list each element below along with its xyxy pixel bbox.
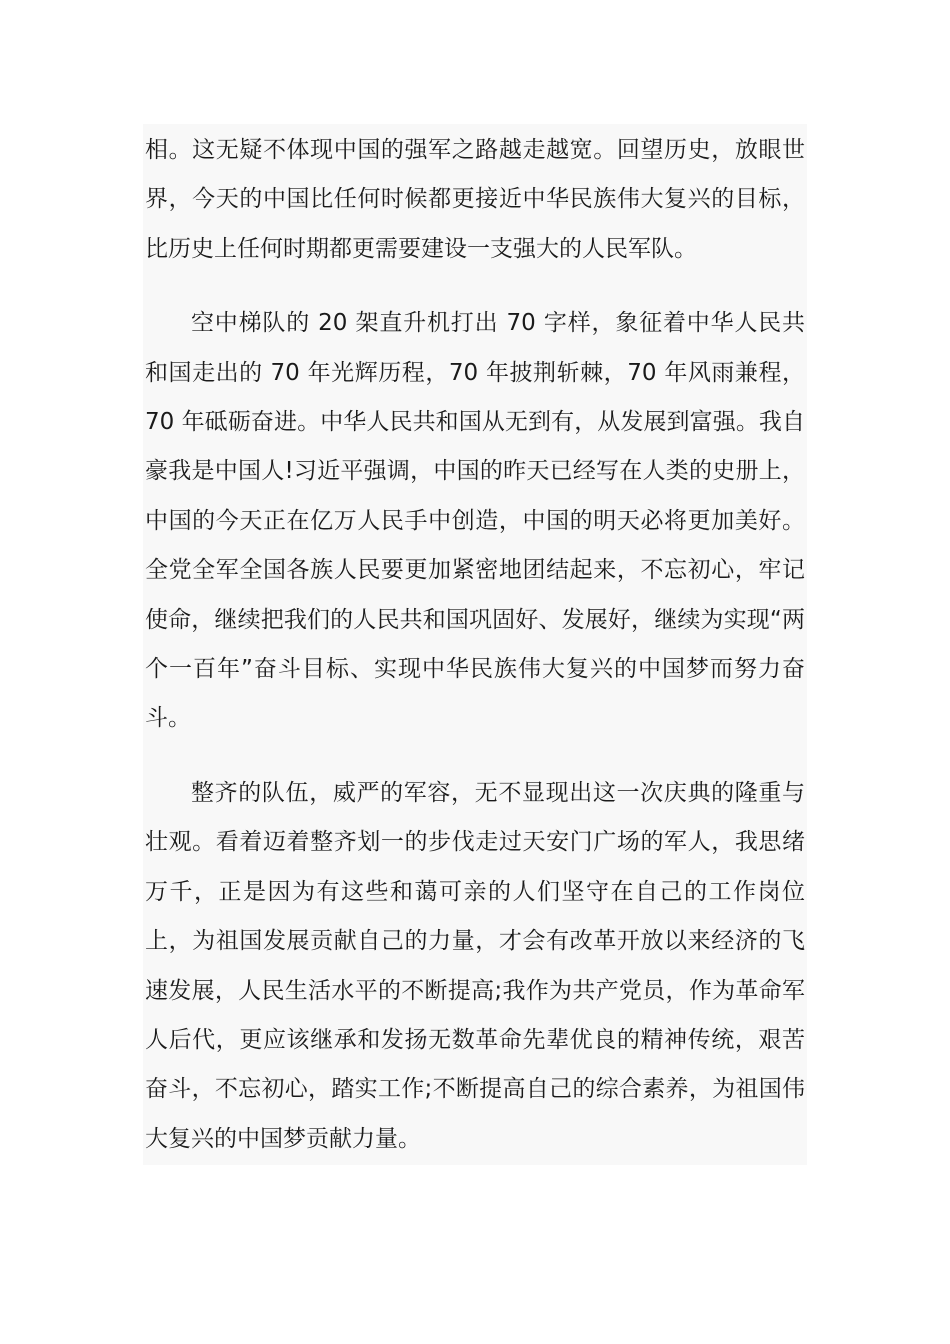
paragraph-1: 相。这无疑不体现中国的强军之路越走越宽。回望历史，放眼世界，今天的中国比任何时候都更接近中华民族伟大复兴的目标，比历史上任何时期都更需要建设一支强大的人民军队。 xyxy=(145,137,805,262)
paragraph-3: 整齐的队伍，威严的军容，无不显现出这一次庆典的隆重与壮观。看着迈着整齐划一的步伐走过天安门广场的军人，我思绪万千，正是因为有这些和蔼可亲的人们坚守在自己的工作岗位上，为祖国发展贡献自己的力量，才会有改革开放以来经济的飞速发展，人民生活水平的不断提高;我作为共产党员，作为革命军人后代，更应该继承和发扬无数革命先辈优良的精神传统，艰苦奋斗，不忘初心，踏实工作;不断提高自己的综合素养，为祖国伟大复兴的中国梦贡献力量。 xyxy=(145,779,805,1152)
paragraph-2: 空中梯队的 20 架直升机打出 70 字样，象征着中华人民共和国走出的 70 年光辉历程，70 年披荆斩棘，70 年风雨兼程，70 年砥砺奋进。中华人民共和国从无到有，从发展到富强。我自豪我是中国人!习近平强调，中国的昨天已经写在人类的史册上，中国的今天正在亿万人民手中创造，中国的明天必将更加美好。全党全军全国各族人民要更加紧密地团结起来，不忘初心，牢记使命，继续把我们的人民共和国巩固好、发展好，继续为实现“两个一百年”奋斗目标、实现中华民族伟大复兴的中国梦而努力奋斗。 xyxy=(145,310,805,732)
document-text-block xyxy=(143,124,807,1165)
paragraph-spacer xyxy=(145,744,805,769)
paragraph-spacer xyxy=(145,274,805,299)
